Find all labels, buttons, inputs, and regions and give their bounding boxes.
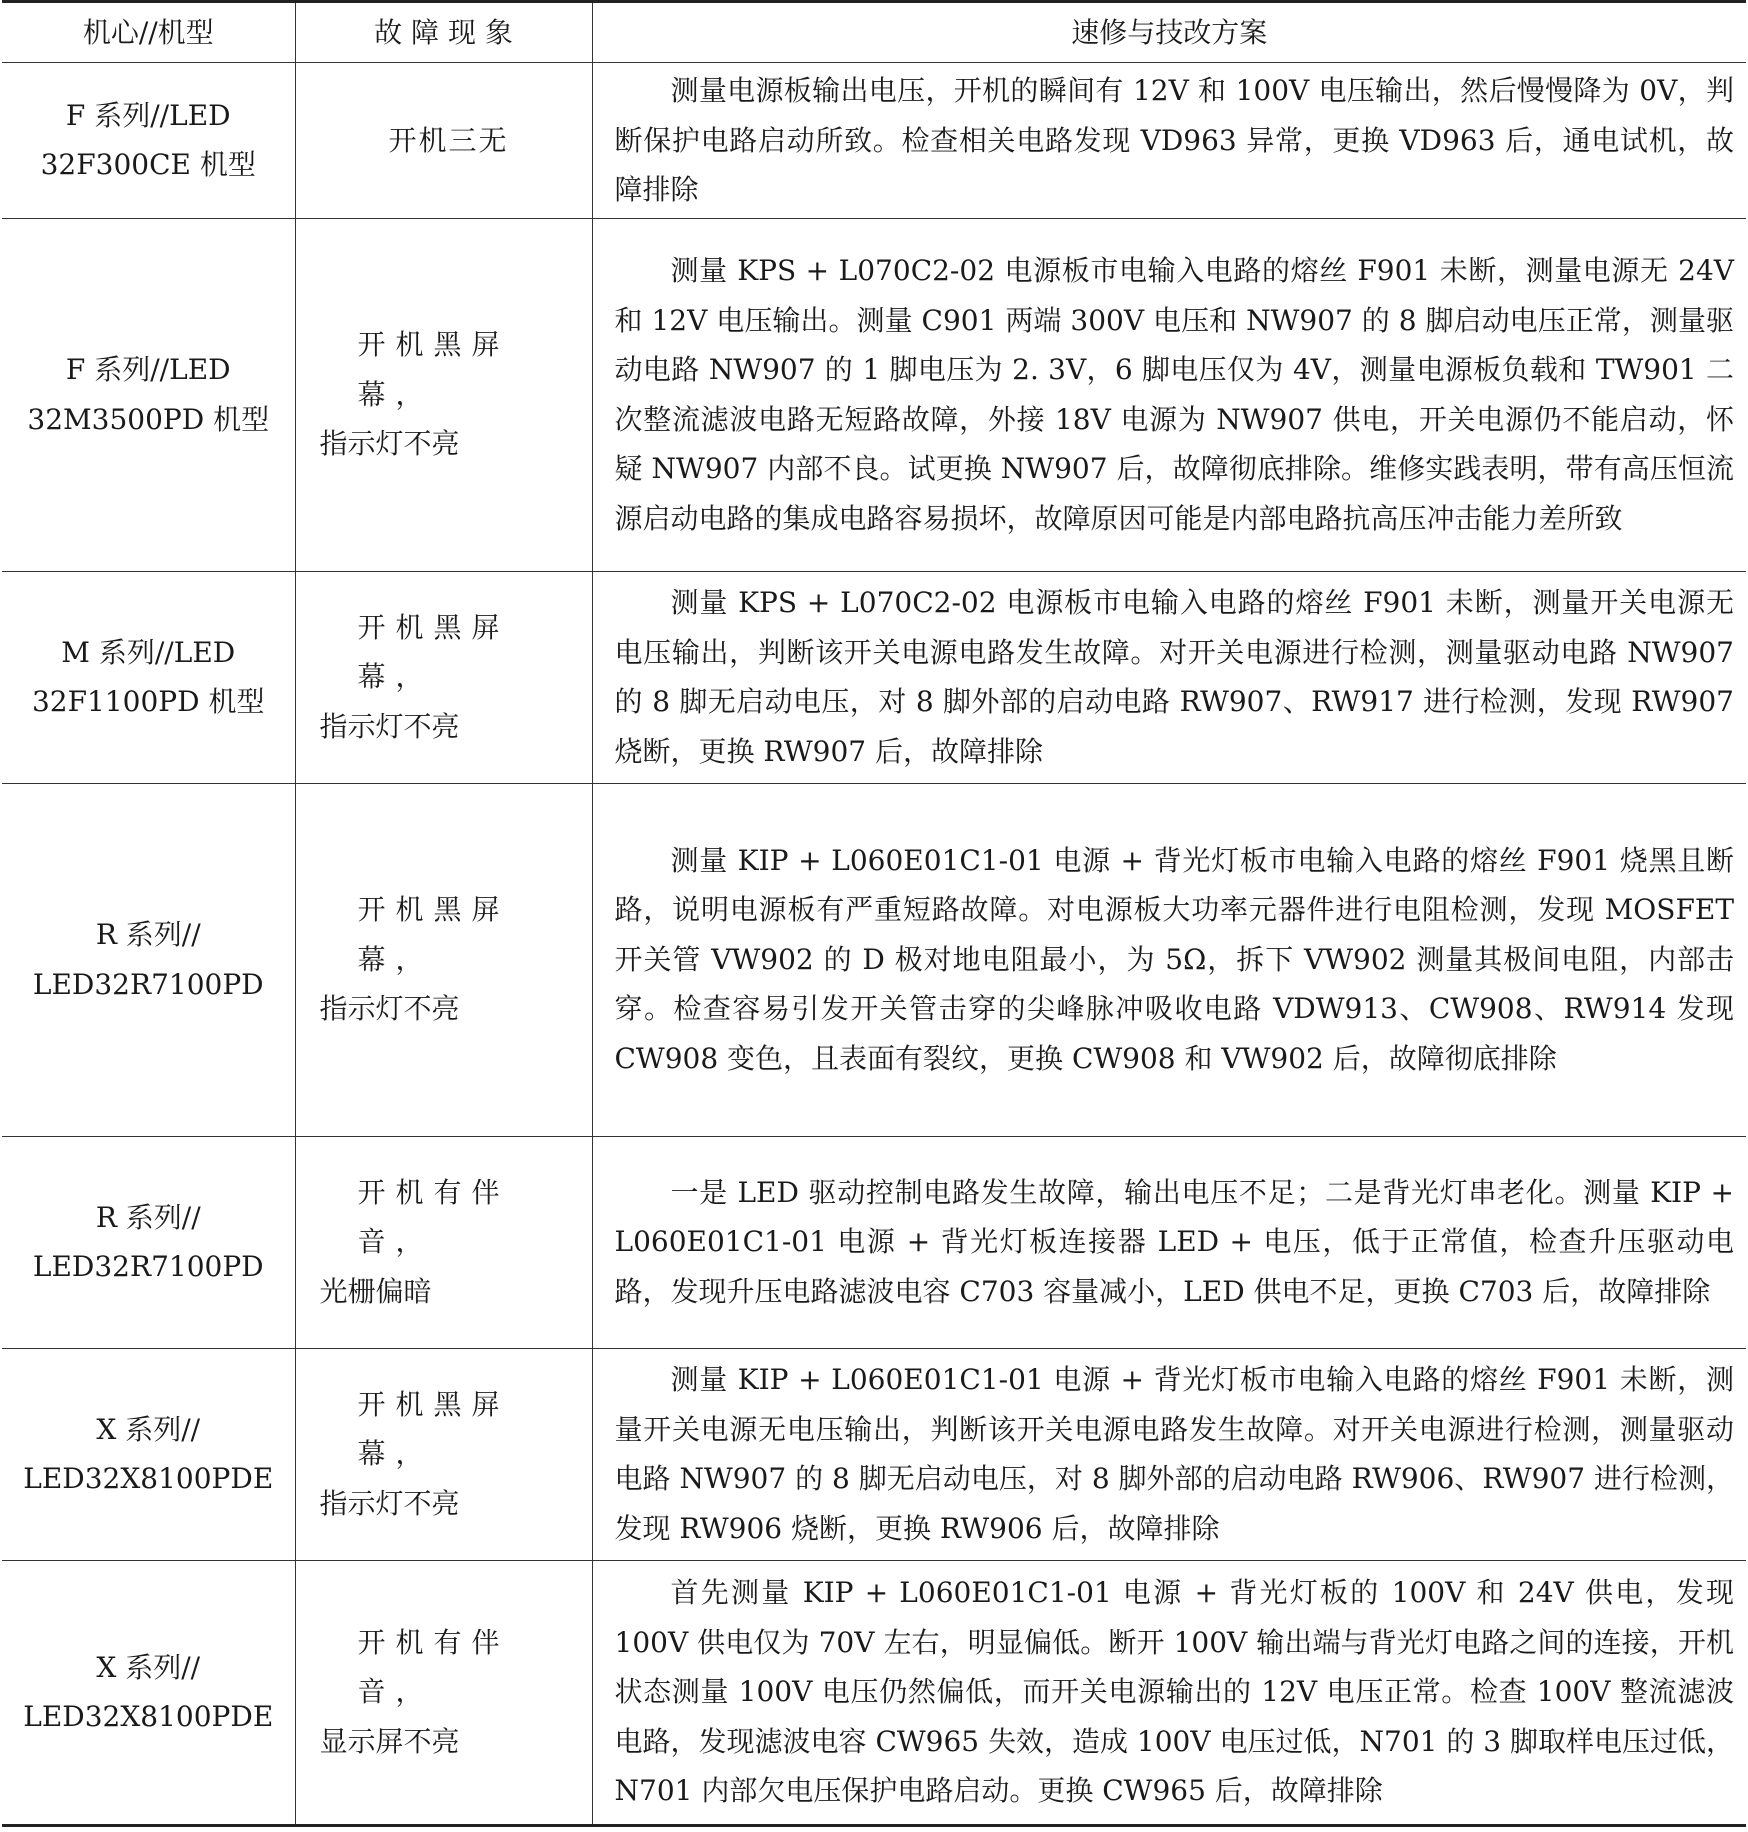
model-cell bbox=[2, 571, 295, 783]
solution-cell: 一是 LED 驱动控制电路发生故障，输出电压不足；二是背光灯串老化。测量 KIP + L060E01C1-01 电源 + 背光灯板连接器 LED + 电压，低于正常值，检查升压驱动电路，发现升压电路滤波电容 C703 容量减小，LED 供电不足，更换 C703 后，故障排除 bbox=[592, 1136, 1746, 1348]
symptom-cell bbox=[295, 63, 592, 219]
table-header bbox=[2, 2, 1746, 63]
table-row bbox=[2, 63, 1746, 219]
model-series: R 系列// bbox=[95, 1200, 201, 1234]
solution-cell: 测量 KPS + L070C2-02 电源板市电输入电路的熔丝 F901 未断，测量开关电源无电压输出，判断该开关电源电路发生故障。对开关电源进行检测，测量驱动电路 NW907 的 8 脚无启动电压，对 8 脚外部的启动电路 RW907、RW917 进行检测，发现 RW907 烧断，更换 RW907 后，故障排除 bbox=[592, 571, 1746, 783]
model-number: 32F300CE 机型 bbox=[40, 148, 256, 182]
model-cell bbox=[2, 1136, 295, 1348]
symptom-line-1: 开机黑屏幕， bbox=[357, 1387, 510, 1471]
table-row bbox=[2, 1560, 1746, 1825]
model-number: 32M3500PD 机型 bbox=[27, 402, 270, 436]
model-cell bbox=[2, 63, 295, 219]
symptom-cell bbox=[295, 571, 592, 783]
symptom-cell bbox=[295, 1348, 592, 1560]
model-number: LED32R7100PD bbox=[32, 1250, 264, 1283]
model-series: X 系列// bbox=[96, 1412, 201, 1446]
model-cell bbox=[2, 783, 295, 1136]
symptom-line-2: 光栅偏暗 bbox=[319, 1274, 432, 1308]
header-symptom: 故 障 现 象 bbox=[295, 2, 592, 63]
table-row bbox=[2, 1136, 1746, 1348]
symptom-line-1: 开机黑屏幕， bbox=[357, 610, 510, 694]
model-series: R 系列// bbox=[95, 918, 201, 951]
symptom-line-2: 显示屏不亮 bbox=[319, 1724, 460, 1758]
symptom-line-1: 开机有伴音， bbox=[357, 1625, 510, 1709]
table-row bbox=[2, 783, 1746, 1136]
symptom-line-2: 指示灯不亮 bbox=[319, 1486, 460, 1520]
symptom-cell bbox=[295, 1136, 592, 1348]
repair-table bbox=[2, 0, 1746, 1827]
model-number: LED32X8100PDE bbox=[23, 1462, 274, 1495]
symptom-line-1: 开机黑屏幕， bbox=[357, 893, 510, 976]
solution-cell: 测量电源板输出电压，开机的瞬间有 12V 和 100V 电压输出，然后慢慢降为 0V，判断保护电路启动所致。检查相关电路发现 VD963 异常，更换 VD963 后，通电试机，故障排除 bbox=[592, 63, 1746, 219]
model-cell bbox=[2, 1560, 295, 1825]
solution-cell: 测量 KIP + L060E01C1-01 电源 + 背光灯板市电输入电路的熔丝 F901 烧黑且断路，说明电源板有严重短路故障。对电源板大功率元器件进行电阻检测，发现 MOSFET 开关管 VW902 的 D 极对地电阻最小，为 5Ω，拆下 VW902 测量其极间电阻，内部击穿。检查容易引发开关管击穿的尖峰脉冲吸收电路 VDW913、CW908、RW914 发现 CW908 变色，且表面有裂纹，更换 CW908 和 VW902 后，故障彻底排除 bbox=[592, 783, 1746, 1136]
model-series: F 系列//LED bbox=[65, 98, 231, 132]
symptom-line-1: 开机黑屏幕， bbox=[357, 328, 510, 411]
table-row bbox=[2, 571, 1746, 783]
header-solution: 速修与技改方案 bbox=[592, 2, 1746, 63]
symptom-cell bbox=[295, 783, 592, 1136]
model-cell bbox=[2, 1348, 295, 1560]
symptom-line-2: 指示灯不亮 bbox=[319, 709, 460, 743]
model-number: LED32R7100PD bbox=[32, 967, 264, 1001]
symptom-text: 开机三无 bbox=[388, 123, 509, 157]
symptom-line-2: 指示灯不亮 bbox=[319, 427, 460, 461]
header-model: 机心//机型 bbox=[2, 2, 295, 63]
symptom-cell bbox=[295, 218, 592, 571]
model-number: LED32X8100PDE bbox=[23, 1700, 274, 1733]
model-number: 32F1100PD 机型 bbox=[31, 685, 265, 718]
solution-cell: 测量 KPS + L070C2-02 电源板市电输入电路的熔丝 F901 未断，测量电源无 24V 和 12V 电压输出。测量 C901 两端 300V 电压和 NW907 的 8 脚启动电压正常，测量驱动电路 NW907 的 1 脚电压为 2. 3V，6 脚电压仅为 4V，测量电源板负载和 TW901 二次整流滤波电路无短路故障，外接 18V 电源为 NW907 供电，开关电源仍不能启动，怀疑 NW907 内部不良。试更换 NW907 后，故障彻底排除。维修实践表明，带有高压恒流源启动电路的集成电路容易损坏，故障原因可能是内部电路抗高压冲击能力差所致 bbox=[592, 218, 1746, 571]
symptom-cell bbox=[295, 1560, 592, 1825]
symptom-line-1: 开机有伴音， bbox=[357, 1175, 510, 1259]
model-series: M 系列//LED bbox=[61, 635, 236, 669]
symptom-line-2: 指示灯不亮 bbox=[319, 992, 460, 1026]
solution-cell: 测量 KIP + L060E01C1-01 电源 + 背光灯板市电输入电路的熔丝 F901 未断，测量开关电源无电压输出，判断该开关电源电路发生故障。对开关电源进行检测，测量驱动电路 NW907 的 8 脚无启动电压，对 8 脚外部的启动电路 RW906、RW907 进行检测，发现 RW906 烧断，更换 RW906 后，故障排除 bbox=[592, 1348, 1746, 1560]
model-series: X 系列// bbox=[96, 1650, 201, 1684]
solution-cell: 首先测量 KIP + L060E01C1-01 电源 + 背光灯板的 100V 和 24V 供电，发现 100V 供电仅为 70V 左右，明显偏低。断开 100V 输出端与背光灯电路之间的连接，开机状态测量 100V 电压仍然偏低，而开关电源输出的 12V 电压正常。检查 100V 整流滤波电路，发现滤波电容 CW965 失效，造成 100V 电压过低，N701 的 3 脚取样电压过低，N701 内部欠电压保护电路启动。更换 CW965 后，故障排除 bbox=[592, 1560, 1746, 1825]
model-series: F 系列//LED bbox=[65, 353, 231, 386]
model-cell bbox=[2, 218, 295, 571]
table-row bbox=[2, 1348, 1746, 1560]
table-row bbox=[2, 218, 1746, 571]
